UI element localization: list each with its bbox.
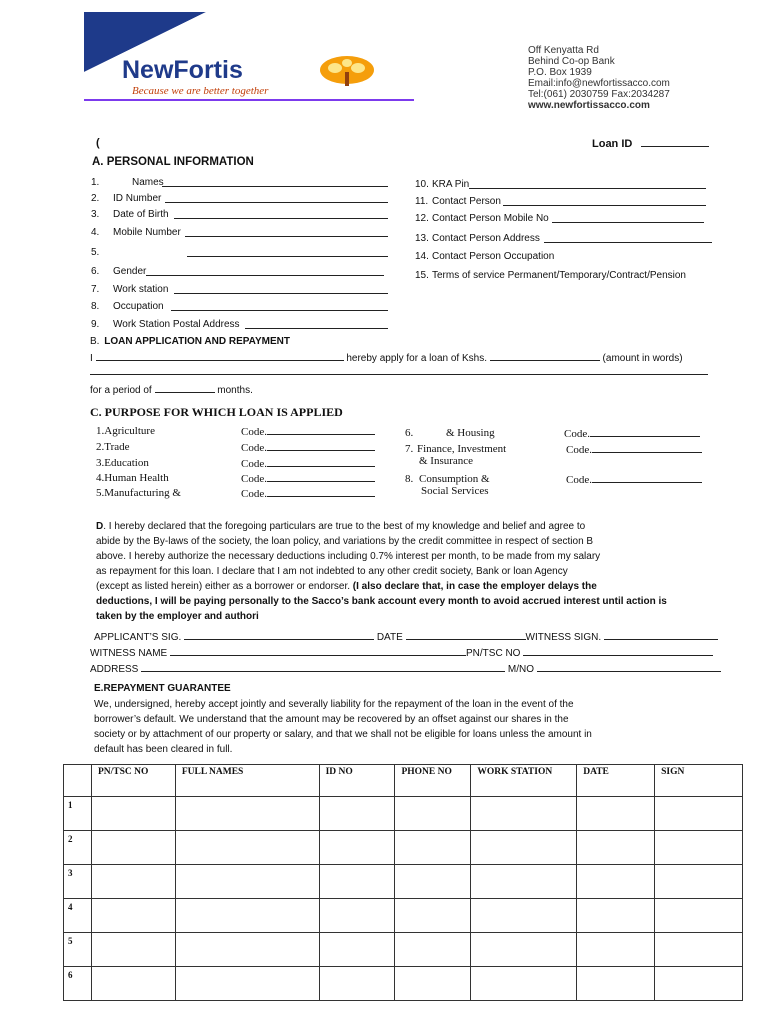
field-number: 7. [91,284,100,295]
table-cell[interactable] [395,797,471,831]
declaration-text: . I hereby declared that the foregoing particulars are true to the best of my knowledge and belief and agree to [103,521,586,532]
pn-tsc-label: PN/TSC NO [466,648,521,659]
purpose-item-label: 1.Agriculture [96,425,155,437]
contact-line: www.newfortissacco.com [528,100,650,111]
section-d-letter: D [96,521,104,532]
row-number: 6 [64,967,92,1001]
field-number: 14. [415,251,429,262]
purpose-code [241,472,375,485]
brand-name: NewFortis [122,56,243,84]
table-cell[interactable] [175,933,319,967]
field-input[interactable] [552,213,704,223]
field-input[interactable] [503,196,706,206]
loan-apply-i: I [90,353,93,364]
address-line [90,662,721,675]
field-label: Date of Birth [113,209,169,220]
field-label: Occupation [113,301,164,312]
address-label: ADDRESS [90,664,139,675]
table-cell[interactable] [395,967,471,1001]
table-column-header: PN/TSC NO [91,765,175,797]
field-input[interactable] [165,193,388,203]
table-cell[interactable] [175,899,319,933]
personal-field [113,227,181,238]
table-column-header: WORK STATION [471,765,577,797]
table-cell[interactable] [175,831,319,865]
purpose-item-label: Consumption & [419,473,490,485]
mno-field[interactable] [537,662,721,672]
field-number: 4. [91,227,100,238]
table-cell[interactable] [175,967,319,1001]
table-cell[interactable] [91,865,175,899]
row-number: 2 [64,831,92,865]
declaration-bold-line: deductions, I will be paying personally to the Sacco’s bank account every month to avoid accrued interest until action is [96,596,667,607]
code-label: Code. [241,458,267,470]
purpose-code [241,457,375,470]
field-number: 8. [91,301,100,312]
table-cell[interactable] [91,967,175,1001]
field-input[interactable] [185,227,388,237]
table-cell[interactable] [577,797,655,831]
loan-apply-line [90,351,683,364]
code-field[interactable] [267,487,375,497]
table-cell[interactable] [577,831,655,865]
field-label: Contact Person Address [432,233,540,244]
table-cell[interactable] [655,831,743,865]
guarantee-line: borrower’s default. We understand that the amount may be recovered by an offset against our shares in the [94,714,569,725]
period-start: for a period of [90,385,152,396]
table-cell[interactable] [319,967,395,1001]
table-cell[interactable] [577,933,655,967]
field-number: 13. [415,233,429,244]
code-field[interactable] [590,427,700,437]
field-input[interactable] [544,233,712,243]
code-label: Code. [241,426,267,438]
field-input[interactable] [174,284,388,294]
loan-apply-mid: hereby apply for a loan of Kshs. [346,353,487,364]
table-column-header: DATE [577,765,655,797]
personal-field [113,193,161,204]
table-row [64,933,743,967]
code-label: Code. [566,444,592,456]
personal-field [113,319,240,330]
code-field[interactable] [267,425,375,435]
code-field[interactable] [592,443,702,453]
applicant-sig-field[interactable] [184,630,374,640]
personal-field [113,266,146,277]
table-cell[interactable] [471,831,577,865]
declaration-bold-line: taken by the employer and authori [96,611,259,622]
loan-apply-end: (amount in words) [602,353,683,364]
mno-label: M/NO [507,664,535,675]
table-cell[interactable] [91,933,175,967]
address-field[interactable] [141,662,505,672]
personal-field [113,209,169,220]
witness-name-line [90,646,713,659]
signature-line [94,630,718,643]
code-field[interactable] [267,441,375,451]
row-number: 5 [64,933,92,967]
purpose-item-number: 6. [405,427,414,439]
table-cell[interactable] [319,899,395,933]
date-label: DATE [376,632,403,643]
purpose-code [564,427,700,440]
table-column-header: ID NO [319,765,395,797]
table-cell[interactable] [175,865,319,899]
contact-line: Off Kenyatta Rd [528,45,599,56]
table-cell[interactable] [319,933,395,967]
table-cell[interactable] [319,797,395,831]
field-label: Terms of service Permanent/Temporary/Contract/Pension [432,270,686,281]
section-b-title: LOAN APPLICATION AND REPAYMENT [104,336,290,347]
field-input[interactable] [174,209,388,219]
table-cell[interactable] [655,967,743,1001]
declaration-block [96,519,667,624]
table-cell[interactable] [91,797,175,831]
table-row [64,831,743,865]
guarantee-text [94,697,592,757]
field-input[interactable] [469,179,706,189]
applicant-name-field[interactable] [96,351,344,361]
row-number: 3 [64,865,92,899]
guarantor-table [63,764,743,1001]
code-label: Code. [241,442,267,454]
period-months-field[interactable] [155,383,215,393]
field-input[interactable] [162,177,388,187]
table-cell[interactable] [655,865,743,899]
witness-sign-field[interactable] [604,630,718,640]
table-cell[interactable] [655,797,743,831]
purpose-code [241,487,375,500]
table-cell[interactable] [577,865,655,899]
contact-line: Email:info@newfortissacco.com [528,78,670,89]
purpose-item-label-2: Social Services [421,485,489,497]
row-number: 1 [64,797,92,831]
purpose-item-label: 2.Trade [96,441,130,453]
personal-field [113,301,164,312]
field-input[interactable] [187,247,388,257]
table-cell[interactable] [471,967,577,1001]
declaration-line: abide by the By-laws of the society, the loan policy, and variations by the credit committee in respect of section B [96,536,594,547]
purpose-item-number: 8. [405,473,414,485]
table-row [64,865,743,899]
table-cell[interactable] [175,797,319,831]
declaration-bold-text: (I also declare that, in case the employer delays the [352,581,597,592]
declaration-line: above. I hereby authorize the necessary deductions including 0.7% interest per month, to be made from my salary [96,551,601,562]
witness-sign-label: WITNESS SIGN. [525,632,602,643]
section-b-heading [90,336,290,347]
table-row [64,899,743,933]
field-label: Contact Person Occupation [432,251,555,262]
row-number: 4 [64,899,92,933]
declaration-text: (except as listed herein) either as a borrower or endorser. [96,581,353,592]
personal-field [113,284,168,295]
field-number: 2. [91,193,100,204]
field-label: KRA Pin [432,179,470,190]
field-input[interactable] [171,301,388,311]
field-label: Contact Person Mobile No [432,213,549,224]
guarantee-line: society or by attachment of our property or salary, and that we shall not be eligible for loans unless the amount in [94,729,592,740]
loan-id-field[interactable] [641,137,709,147]
guarantee-line: default has been cleared in full. [94,744,233,755]
field-number: 5. [91,247,100,258]
field-number: 1. [91,177,100,188]
table-column-header: SIGN [655,765,743,797]
date-field[interactable] [406,630,526,640]
section-a-heading: A. PERSONAL INFORMATION [92,156,254,168]
code-label: Code. [566,474,592,486]
applicant-sig-label: APPLICANT’S SIG. [94,632,182,643]
table-header-row [64,765,743,797]
purpose-item-label: 3.Education [96,457,149,469]
table-row [64,797,743,831]
table-body [64,797,743,1001]
table-cell[interactable] [471,865,577,899]
table-cell[interactable] [319,831,395,865]
table-cell[interactable] [471,899,577,933]
table-column-header: FULL NAMES [175,765,319,797]
declaration-line [96,579,667,594]
section-c-heading: C. PURPOSE FOR WHICH LOAN IS APPLIED [90,405,343,419]
open-paren: ( [96,137,100,149]
field-input[interactable] [146,266,384,276]
loan-period-line [90,383,253,396]
field-number: 11. [415,196,429,207]
purpose-code [241,441,375,454]
brand-tagline: Because we are better together [132,85,269,97]
table-cell[interactable] [471,933,577,967]
table-cell[interactable] [395,933,471,967]
purpose-item-label: 4.Human Health [96,472,169,484]
table-cell[interactable] [91,831,175,865]
period-end: months. [217,385,253,396]
field-label: Contact Person [432,196,501,207]
guarantee-line: We, undersigned, hereby accept jointly and severally liability for the repayment of the loan in the event of the [94,699,574,710]
witness-name-field[interactable] [170,646,466,656]
field-number: 12. [415,213,429,224]
table-cell[interactable] [577,899,655,933]
table-row [64,967,743,1001]
table-cell[interactable] [395,899,471,933]
field-number: 15. [415,270,429,281]
field-label: Work station [113,284,169,295]
field-label: Work Station Postal Address [113,319,240,330]
field-label: Mobile Number [113,227,181,238]
field-label: Names [132,177,164,188]
code-label: Code. [564,428,590,440]
code-label: Code. [241,488,267,500]
code-field[interactable] [267,472,375,482]
tree-logo-icon [318,54,376,88]
code-label: Code. [241,473,267,485]
field-label: Gender [113,266,147,277]
contact-line: Tel:(061) 2030759 Fax:2034287 [528,89,670,100]
table-cell[interactable] [395,831,471,865]
loan-id-text: Loan ID [592,138,633,150]
table-cell[interactable] [395,865,471,899]
amount-in-words-field[interactable] [90,365,708,375]
field-number: 9. [91,319,100,330]
code-field[interactable] [592,473,702,483]
table-cell[interactable] [577,967,655,1001]
purpose-code [241,425,375,438]
field-number: 10. [415,179,429,190]
contact-block [528,45,670,111]
pn-tsc-field[interactable] [523,646,713,656]
table-cell[interactable] [91,899,175,933]
witness-name-label: WITNESS NAME [90,648,168,659]
field-number: 6. [91,266,100,277]
purpose-item-number: 7. [405,443,414,455]
field-label: ID Number [113,193,162,204]
contact-line: Behind Co-op Bank [528,56,615,67]
field-number: 3. [91,209,100,220]
purpose-item-label: 5.Manufacturing & [96,487,181,499]
declaration-line [96,519,667,534]
purpose-item-label-2: & Insurance [419,455,474,467]
table-column-header: PHONE NO [395,765,471,797]
table-cell[interactable] [655,933,743,967]
section-b-letter: B. [90,336,100,347]
personal-field [132,177,164,188]
table-column-header [64,765,92,797]
purpose-code [566,473,702,486]
loan-id-label [592,137,709,150]
field-input[interactable] [245,319,388,329]
table-cell[interactable] [319,865,395,899]
table-cell[interactable] [471,797,577,831]
contact-line: P.O. Box 1939 [528,67,592,78]
code-field[interactable] [267,457,375,467]
purpose-item-label: & Housing [446,427,495,439]
purpose-item-label: Finance, Investment [417,443,507,455]
table-cell[interactable] [655,899,743,933]
declaration-line: as repayment for this loan. I declare that I am not indebted to any other credit society, Bank or loan Agency [96,566,568,577]
section-e-heading: E.REPAYMENT GUARANTEE [94,683,231,694]
purpose-code [566,443,702,456]
loan-amount-field[interactable] [490,351,600,361]
